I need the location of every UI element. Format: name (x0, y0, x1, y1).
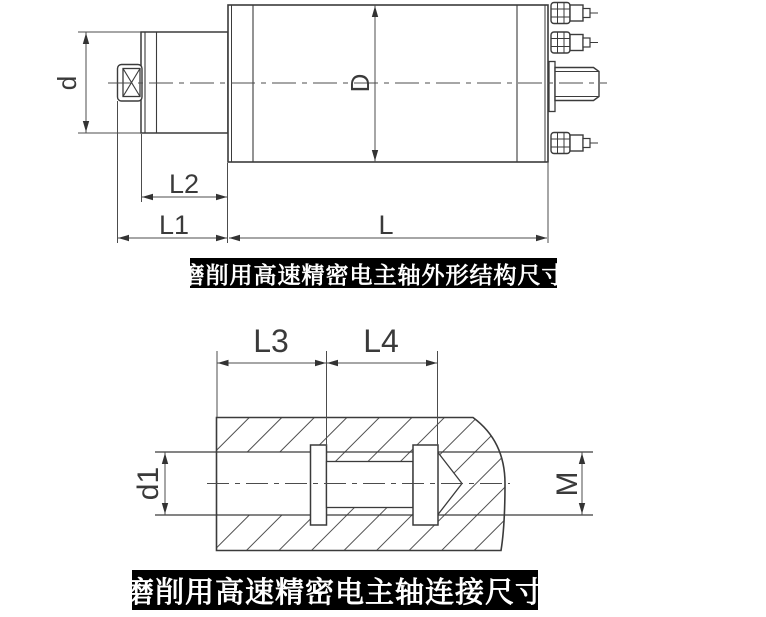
power-stud-connector (549, 62, 599, 112)
figure-connection-detail (132, 323, 593, 551)
dim-label-D: D (345, 73, 375, 93)
bolt-shank (327, 462, 414, 508)
dim-label-L: L (378, 210, 394, 240)
bolt-left-collar (311, 445, 327, 525)
dim-label-M: M (551, 471, 584, 497)
dim-M (551, 452, 585, 515)
dim-label-L4: L4 (363, 323, 399, 359)
dim-label-L1: L1 (158, 210, 190, 240)
caption-connection-detail: 磨削用高速精密电主轴连接尺寸 (132, 570, 538, 610)
dim-label-d1: d1 (132, 466, 165, 501)
dim-label-d: d (52, 75, 82, 91)
figure-spindle-outline (52, 3, 607, 244)
dim-d1 (132, 452, 168, 515)
coolant-fitting-bottom (551, 133, 598, 154)
dim-L (229, 163, 548, 243)
rear-connectors (549, 3, 599, 154)
dim-L2 (142, 134, 228, 202)
coolant-fitting-upper (551, 32, 598, 53)
bolt-right-collar (413, 445, 438, 525)
caption-spindle-outline: 磨削用高速精密电主轴外形结构尺寸 (190, 258, 557, 288)
coolant-fitting-top (551, 3, 598, 24)
dim-label-L3: L3 (253, 323, 289, 359)
dim-label-L2: L2 (168, 169, 200, 199)
